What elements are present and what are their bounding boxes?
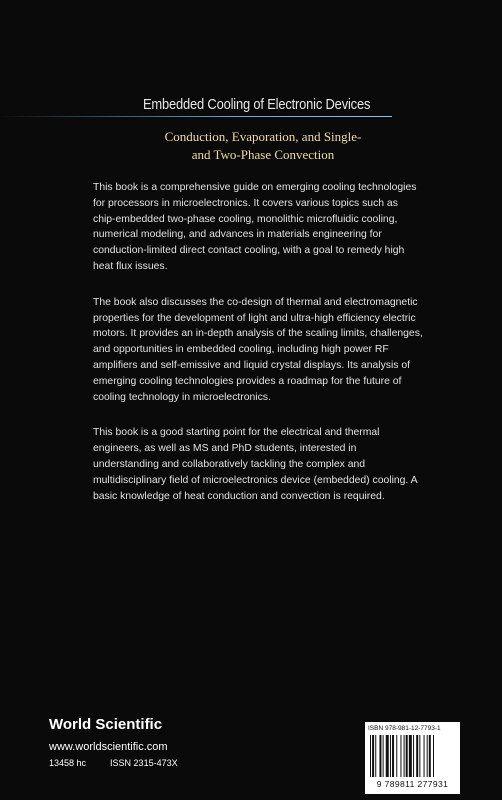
barcode-bar <box>406 735 408 777</box>
book-subtitle <box>118 128 408 164</box>
barcode-bar <box>404 735 405 777</box>
publisher-codes <box>49 758 178 768</box>
barcode-bar <box>383 735 384 777</box>
barcode-bar <box>386 735 389 777</box>
barcode-bar <box>424 735 425 777</box>
barcode-bar <box>392 735 394 777</box>
description-paragraph-2: The book also discusses the co-design of thermal and electromagnetic properties for the development of light and ultra-high efficiency electric motors. It provides an in-depth analysis of the scaling limits, challenges, and opportunities in embedded cooling, including high power RF amplifiers and self-emissive and liquid crystal displays. Its analysis of emerging cooling technologies provides a roadmap for the future of cooling technology in microelectronics. <box>93 296 423 403</box>
barcode-bar <box>433 735 434 777</box>
subtitle-line-2: and Two-Phase Convection <box>191 147 335 162</box>
book-title: Embedded Cooling of Electronic Devices <box>143 96 371 113</box>
barcode-bar <box>427 735 428 777</box>
subtitle-line-1: Conduction, Evaporation, and Single- <box>164 129 362 144</box>
barcode-bar <box>429 735 431 777</box>
book-description <box>93 180 423 524</box>
catalog-code: 13458 hc <box>49 758 87 768</box>
barcode-bar <box>400 735 401 777</box>
description-paragraph-1: This book is a comprehensive guide on emerging cooling technologies for processors in microelectronics. It covers various topics such as chip-embedded two-phase cooling, monolithic microfluidic cooling, numerical modeling, and advances in materials engineering for conduction-limited direct contact cooling, with a goal to remedy high heat flux issues. <box>93 182 417 272</box>
barcode-bar <box>372 735 374 777</box>
barcode-bar <box>413 735 414 777</box>
barcode-digits: 9 789811 277931 <box>376 779 449 789</box>
publisher-name: World Scientific <box>49 716 163 733</box>
description-paragraph-3: This book is a good starting point for the electrical and thermal engineers, as well as MS and PhD students, interested in understanding and collaboratively tackling the complex and multidisciplinary field of microelectronics device (embedded) cooling. A basic knowledge of heat conduction and convection is required. <box>93 427 417 502</box>
barcode-bar <box>379 735 381 777</box>
barcode-bar <box>396 735 397 777</box>
barcode-bar <box>370 735 371 777</box>
barcode-bar <box>419 735 420 777</box>
barcode-bars <box>370 735 456 777</box>
barcode-bar <box>375 735 376 777</box>
barcode-bar <box>416 735 418 777</box>
isbn-label: ISBN 978-981-12-7793-1 <box>368 725 441 732</box>
publisher-url: www.worldscientific.com <box>49 741 168 753</box>
barcode-bar <box>390 735 391 777</box>
title-divider-line <box>0 116 392 117</box>
barcode-bar <box>409 735 412 777</box>
isbn-barcode <box>365 722 460 794</box>
series-issn: ISSN 2315-473X <box>110 758 178 768</box>
